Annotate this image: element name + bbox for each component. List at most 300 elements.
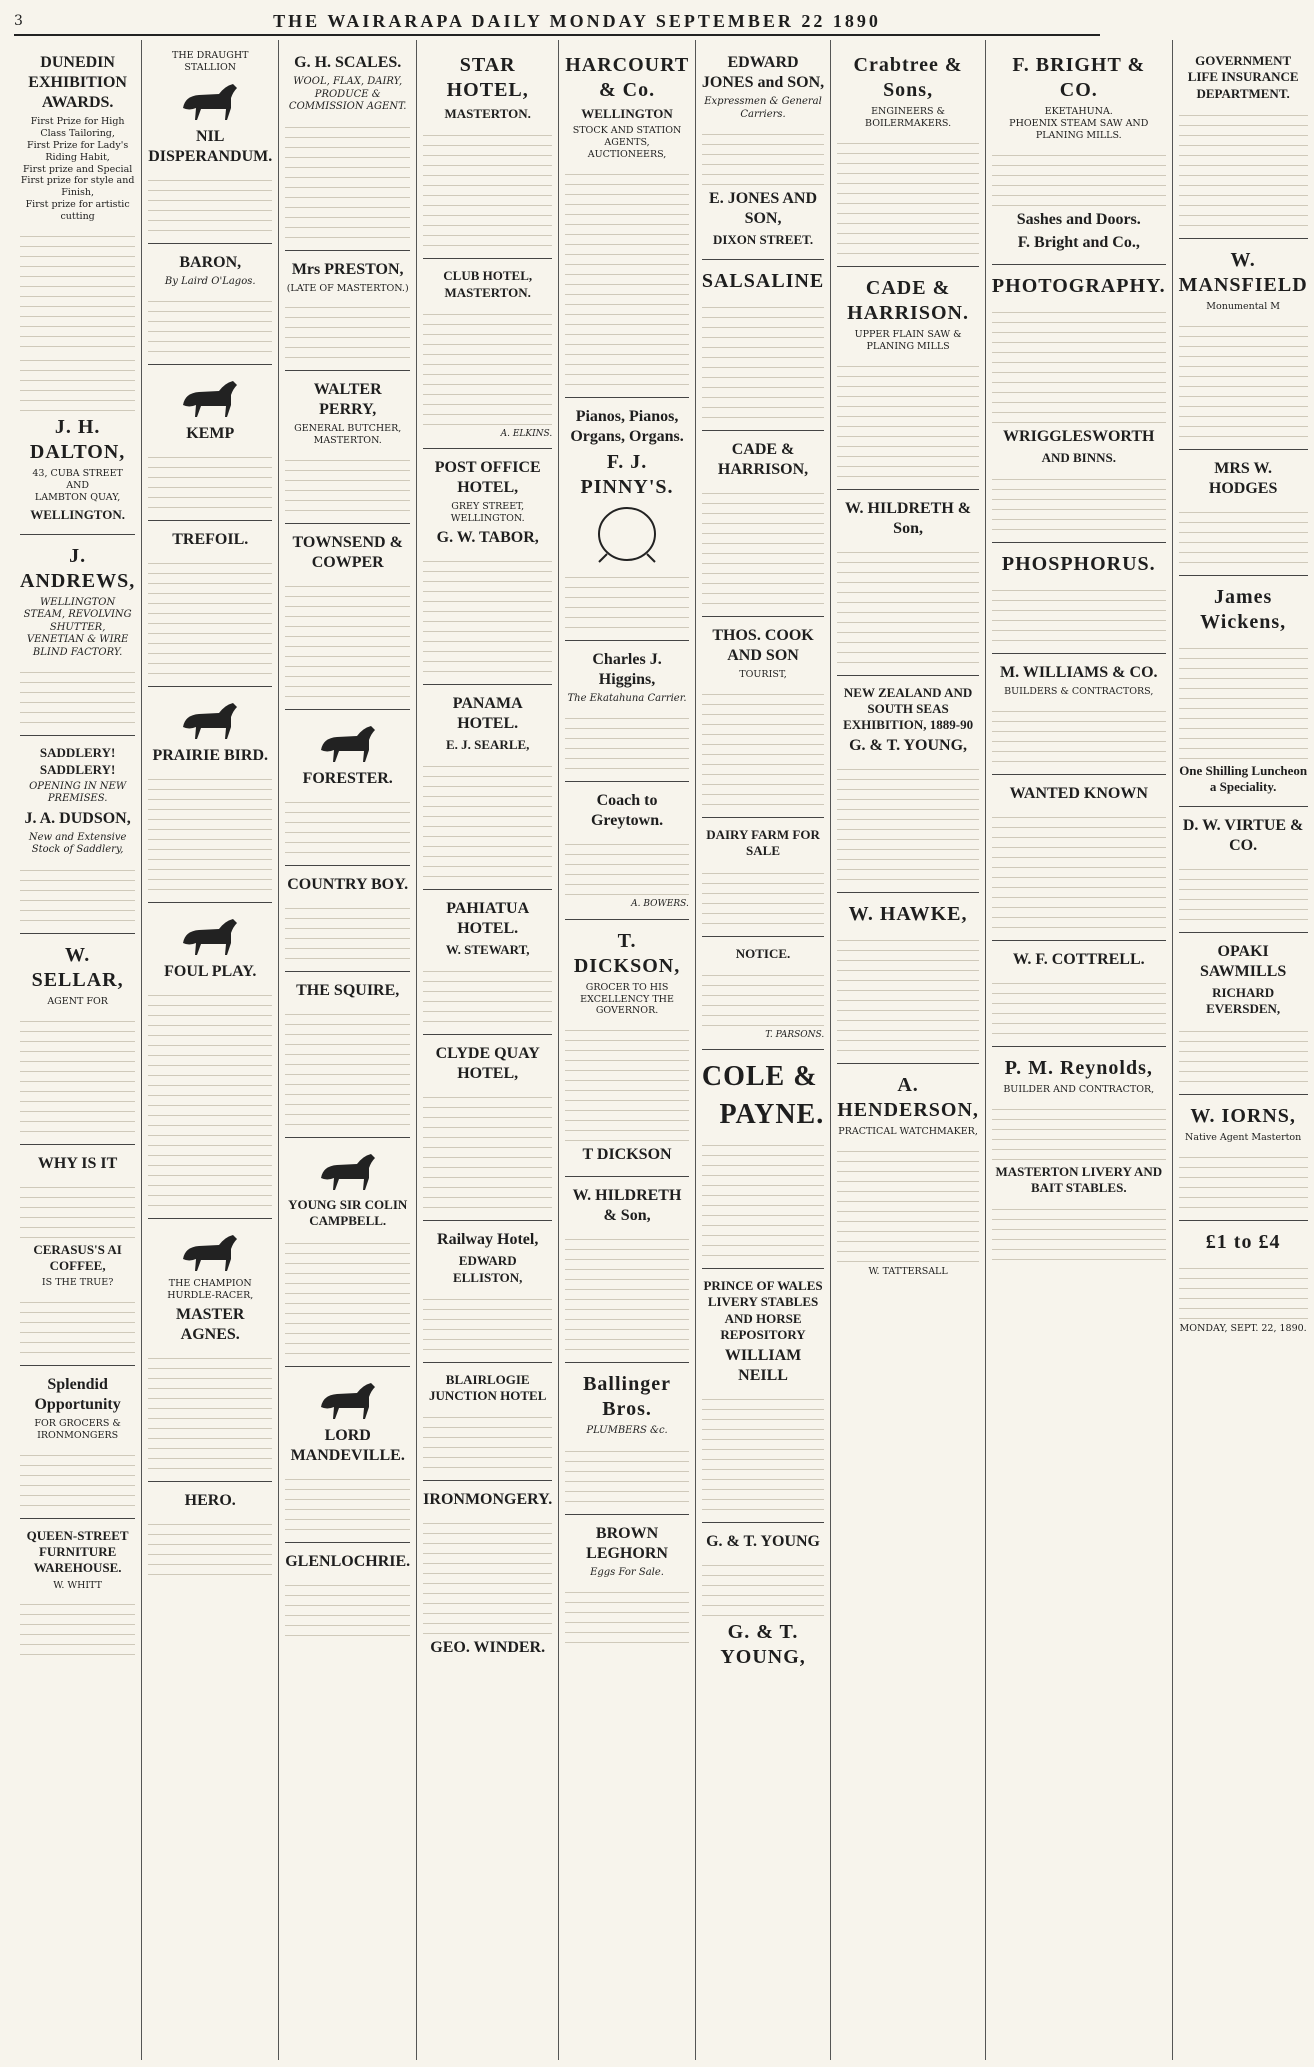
crabtree-heading: Crabtree & Sons, xyxy=(853,54,963,101)
ad-foul-play xyxy=(148,903,272,1219)
body-text xyxy=(565,165,689,385)
forester-heading: FORESTER. xyxy=(302,770,393,788)
prize-4: First prize for artistic cutting xyxy=(25,199,130,222)
pinny-heading: F. J. PINNY'S. xyxy=(580,450,674,498)
hurdle-heading: THE CHAMPION HURDLE-RACER, xyxy=(167,1278,254,1302)
baron-sub: By Laird O'Lagos. xyxy=(164,275,256,287)
body-text xyxy=(1179,860,1308,920)
splendid-sub: FOR GROCERS & IRONMONGERS xyxy=(34,1418,121,1441)
wrigglesworth-heading: WRIGGLESWORTH xyxy=(1003,427,1155,445)
body-text xyxy=(702,1136,824,1256)
ad-squire xyxy=(285,972,410,1138)
body-text xyxy=(565,1442,689,1502)
ad-dunedin-exhibition xyxy=(20,44,135,535)
ad-williams xyxy=(992,654,1166,775)
perry-heading: WALTER PERRY, xyxy=(313,381,382,419)
ballinger-heading: Ballinger Bros. xyxy=(583,1373,671,1421)
body-text xyxy=(285,1470,410,1530)
column-6 xyxy=(696,40,831,2060)
saddlery-sub: OPENING IN NEW PREMISES. xyxy=(29,780,127,805)
body-text xyxy=(565,1230,689,1350)
horse-icon xyxy=(175,913,245,958)
body-text xyxy=(992,470,1166,530)
body-text xyxy=(285,899,410,959)
cade-heading: CADE & HARRISON, xyxy=(717,441,809,479)
dickson-heading: T. DICKSON, xyxy=(573,929,681,977)
price-list-text xyxy=(20,351,135,411)
horse-icon xyxy=(175,1229,245,1274)
body-text xyxy=(20,1446,135,1506)
body-text xyxy=(702,298,824,418)
body-text xyxy=(285,451,410,511)
eversden-heading: RICHARD EVERSDEN, xyxy=(1206,985,1281,1017)
body-text xyxy=(837,134,979,254)
body-text xyxy=(1179,317,1308,437)
ad-government-life xyxy=(1179,44,1308,239)
ad-cade-harrison-2 xyxy=(837,267,979,490)
bright-heading-2: F. Bright and Co., xyxy=(1017,233,1140,251)
body-text xyxy=(423,1088,552,1208)
prize-3: First prize and Special First prize for style and Finish, xyxy=(20,163,135,199)
perry-sub: GENERAL BUTCHER, MASTERTON. xyxy=(294,423,402,447)
cole-heading: COLE & xyxy=(701,1061,818,1093)
kemp-heading: KEMP xyxy=(186,425,235,443)
bowers-signature: A. BOWERS. xyxy=(631,899,689,910)
ad-master-agnes xyxy=(148,1219,272,1482)
exhibition-heading: NEW ZEALAND AND SOUTH SEAS EXHIBITION, 1889-90 xyxy=(843,684,974,732)
young-heading-2: G. & T. YOUNG, xyxy=(720,1621,806,1669)
body-text xyxy=(702,1556,824,1616)
body-text xyxy=(992,702,1166,762)
iorns-sub: Native Agent Masterton xyxy=(1185,1131,1302,1143)
body-text xyxy=(837,357,979,477)
ad-preston xyxy=(285,251,410,372)
ad-dairy-farm xyxy=(702,818,824,937)
body-text xyxy=(992,303,1166,423)
jones-heading: EDWARD JONES and SON, xyxy=(701,54,825,91)
opaki-heading: OPAKI SAWMILLS xyxy=(1200,943,1287,981)
body-text xyxy=(285,577,410,697)
ad-young-sir-colin xyxy=(285,1138,410,1367)
blairlogie-heading: BLAIRLOGIE JUNCTION HOTEL xyxy=(429,1371,547,1403)
ad-hildreth-2 xyxy=(837,490,979,676)
ad-railway-hotel xyxy=(423,1221,552,1363)
foul-play-heading: FOUL PLAY. xyxy=(164,963,257,981)
reynolds-heading: P. M. Reynolds, xyxy=(1004,1056,1153,1079)
draught-heading: THE DRAUGHT STALLION xyxy=(172,50,249,73)
why-heading: WHY IS IT xyxy=(37,1154,118,1172)
ad-blairlogie xyxy=(423,1363,552,1482)
body-text xyxy=(702,125,824,185)
ad-splendid xyxy=(20,1366,135,1519)
dalton-name: J. H. DALTON, xyxy=(29,415,126,463)
body-text xyxy=(1179,1259,1308,1319)
body-text xyxy=(285,793,410,853)
dudson-name: J. A. DUDSON, xyxy=(24,809,131,827)
dalton-town: WELLINGTON. xyxy=(30,506,125,522)
dalton-and: AND xyxy=(66,479,90,491)
stewart-heading: W. STEWART, xyxy=(445,942,530,957)
body-text xyxy=(20,663,135,723)
ellison-heading: EDWARD ELLISTON, xyxy=(452,1253,523,1285)
ad-cerasus xyxy=(20,1145,135,1366)
hodges-heading: MRS W. HODGES xyxy=(1208,459,1278,497)
ad-wickens xyxy=(1179,576,1308,808)
body-text xyxy=(148,171,272,231)
ad-baron xyxy=(148,244,272,366)
body-text xyxy=(285,118,410,238)
neill-heading: WILLIAM NEILL xyxy=(724,1347,802,1385)
pinny-illustration-icon xyxy=(577,504,677,564)
ad-young xyxy=(702,1523,824,1681)
ad-hero xyxy=(148,1482,272,1587)
ballinger-sub: PLUMBERS &c. xyxy=(586,1425,668,1437)
ad-pahiatua-hotel xyxy=(423,890,552,1035)
wickens-heading: James Wickens, xyxy=(1200,585,1287,633)
body-text xyxy=(565,1021,689,1141)
body-text xyxy=(702,484,824,604)
body-text xyxy=(702,864,824,924)
mansfield-heading: W. MANSFIELD xyxy=(1178,248,1308,296)
horse-icon xyxy=(175,375,245,420)
body-text xyxy=(837,543,979,663)
horse-icon xyxy=(313,720,383,765)
ad-iorns xyxy=(1179,1095,1308,1221)
body-text xyxy=(837,760,979,880)
reynolds-sub: BUILDER AND CONTRACTOR, xyxy=(1003,1083,1155,1095)
clyde-heading: CLYDE QUAY HOTEL, xyxy=(435,1045,540,1083)
saw-heading: UPPER FLAIN SAW & PLANING MILLS xyxy=(854,328,962,352)
luncheon-heading: One Shilling Luncheon a Speciality. xyxy=(1179,762,1308,794)
body-text xyxy=(423,757,552,877)
prize-1: First Prize for High Class Tailoring, xyxy=(30,116,125,139)
sashes-heading: Sashes and Doors. xyxy=(1016,210,1141,228)
cottrell-heading: W. F. COTTRELL. xyxy=(1012,950,1145,968)
harcourt-sub-2: STOCK AND STATION AGENTS, AUCTIONEERS, xyxy=(572,125,682,160)
townsend-heading: TOWNSEND & COWPER xyxy=(292,534,403,572)
body-text xyxy=(1179,639,1308,759)
cook-sub: TOURIST, xyxy=(739,669,787,681)
harcourt-heading: HARCOURT & Co. xyxy=(565,54,690,101)
pianos-heading: Pianos, Pianos, Organs, Organs. xyxy=(570,407,684,445)
column-4 xyxy=(417,40,559,2060)
coach-heading: Coach to Greytown. xyxy=(590,792,664,830)
cook-heading: THOS. COOK AND SON xyxy=(712,627,814,665)
crabtree-sub: ENGINEERS & BOILERMAKERS. xyxy=(865,106,952,129)
body-text xyxy=(285,1005,410,1125)
column-5 xyxy=(559,40,696,2060)
post-heading: POST OFFICE HOTEL, xyxy=(434,459,541,496)
horse-icon xyxy=(175,697,245,742)
horse-icon xyxy=(313,1377,383,1422)
whitt-name: W. WHITT xyxy=(53,1579,103,1591)
ad-post-office-hotel xyxy=(423,449,552,685)
virtue-heading: D. W. VIRTUE & CO. xyxy=(1182,817,1304,855)
body-text xyxy=(148,448,272,508)
cade-heading-2: CADE & HARRISON. xyxy=(847,276,969,324)
ad-cook xyxy=(702,617,824,818)
cerasus-heading: CERASUS'S AI COFFEE, xyxy=(33,1241,122,1273)
body-text xyxy=(423,126,552,246)
higgins-heading: Charles J. Higgins, xyxy=(592,650,662,688)
star-town: MASTERTON. xyxy=(444,106,531,121)
exhibition-title: DUNEDIN EXHIBITION AWARDS. xyxy=(28,54,127,111)
column-7 xyxy=(831,40,986,2060)
body-text xyxy=(20,1012,135,1132)
tattersall-name: W. TATTERSALL xyxy=(868,1266,948,1278)
ad-country-boy xyxy=(285,866,410,972)
ad-scales xyxy=(285,44,410,251)
masterton-livery-heading: MASTERTON LIVERY AND BAIT STABLES. xyxy=(995,1163,1163,1195)
ad-hawke xyxy=(837,893,979,1064)
ad-dudson xyxy=(20,736,135,934)
ad-harcourt xyxy=(565,44,689,398)
ad-winder xyxy=(423,1481,552,1669)
star-heading: STAR HOTEL, xyxy=(446,54,529,101)
ad-phosphorus xyxy=(992,543,1166,654)
body-text xyxy=(992,808,1166,928)
ad-sellar xyxy=(20,934,135,1145)
body-text xyxy=(285,1576,410,1636)
body-text xyxy=(992,146,1166,206)
masthead xyxy=(14,8,1100,36)
sellar-sub: AGENT FOR xyxy=(47,995,108,1007)
body-text xyxy=(565,709,689,769)
dudson-sub: New and Extensive Stock of Saddlery, xyxy=(28,831,127,856)
ad-andrews xyxy=(20,535,135,737)
dairy-heading: DAIRY FARM FOR SALE xyxy=(706,827,820,859)
ad-salsaline xyxy=(702,260,824,431)
horse-icon xyxy=(175,78,245,123)
ad-greytown-coach xyxy=(565,782,689,919)
young-sir-heading: YOUNG SIR COLIN CAMPBELL. xyxy=(288,1197,408,1229)
hildreth-heading: W. HILDRETH & Son, xyxy=(572,1187,682,1225)
column-9 xyxy=(1173,40,1314,2060)
jones-sub: Expressmen & General Carriers. xyxy=(704,96,822,120)
body-text xyxy=(148,292,272,352)
column-8 xyxy=(986,40,1173,2060)
tabor-heading: G. W. TABOR, xyxy=(436,528,539,546)
ad-prairie-bird xyxy=(148,687,272,903)
notice-heading: NOTICE. xyxy=(735,945,791,961)
prize-2: First Prize for Lady's Riding Habit, xyxy=(27,139,129,163)
hurdle-sub: MASTER AGNES. xyxy=(176,1306,245,1343)
baron-heading: BARON, xyxy=(179,253,242,271)
ad-photography xyxy=(992,265,1166,543)
payne-heading: PAYNE. xyxy=(719,1099,825,1131)
club-heading: CLUB HOTEL, MASTERTON. xyxy=(443,268,533,300)
wales-heading: PRINCE OF WALES LIVERY STABLES AND HORSE REPOSITORY xyxy=(703,1278,823,1342)
ad-cole-payne xyxy=(702,1050,824,1269)
ad-whitt xyxy=(20,1519,135,1668)
sellar-name: W. SELLAR, xyxy=(31,943,124,991)
brown-sub: Eggs For Sale. xyxy=(590,1566,664,1578)
winder-heading: GEO. WINDER. xyxy=(430,1639,546,1657)
and-binns: AND BINNS. xyxy=(1041,449,1116,465)
williams-sub: BUILDERS & CONTRACTORS, xyxy=(1004,685,1154,697)
body-text xyxy=(702,966,824,1026)
ad-exhibition xyxy=(837,676,979,894)
body-text xyxy=(148,1349,272,1469)
nil-heading: NIL DISPERANDUM. xyxy=(148,127,273,165)
ad-mansfield xyxy=(1179,239,1308,450)
ad-bright xyxy=(992,44,1166,265)
ad-panama-hotel xyxy=(423,685,552,890)
henderson-heading: A. HENDERSON, xyxy=(837,1074,979,1122)
dickson-sub: GROCER TO HIS EXCELLENCY THE GOVERNOR. xyxy=(580,981,674,1017)
preston-sub: (LATE OF MASTERTON.) xyxy=(286,282,409,294)
ad-perry xyxy=(285,371,410,524)
horse-icon xyxy=(313,1148,383,1193)
railway-heading: Railway Hotel, xyxy=(437,1231,539,1249)
brown-heading: BROWN LEGHORN xyxy=(586,1524,668,1562)
saddlery-heading: SADDLERY! SADDLERY! xyxy=(39,745,116,777)
body-text xyxy=(423,1514,552,1634)
hero-heading: HERO. xyxy=(184,1492,236,1509)
body-text xyxy=(992,1100,1166,1160)
phoenix-heading: PHOENIX STEAM SAW AND PLANING MILLS. xyxy=(1009,117,1149,141)
queen-heading: QUEEN-STREET FURNITURE WAREHOUSE. xyxy=(26,1527,129,1576)
ad-townsend xyxy=(285,524,410,710)
country-boy-heading: COUNTRY BOY. xyxy=(287,876,409,894)
ad-brown-leghorn xyxy=(565,1515,689,1656)
ad-hodges xyxy=(1179,450,1308,576)
ad-glenlochrie xyxy=(285,1543,410,1648)
imprint-date: MONDAY, SEPT. 22, 1890. xyxy=(1179,1322,1307,1334)
ad-wanted-known xyxy=(992,775,1166,941)
ad-notice xyxy=(702,937,824,1051)
ad-ballinger xyxy=(565,1363,689,1515)
searle-heading: E. J. SEARLE, xyxy=(445,736,530,752)
prairie-heading: PRAIRIE BIRD. xyxy=(152,747,269,765)
dalton-address-2: LAMBTON QUAY, xyxy=(34,491,121,503)
elkins-signature: A. ELKINS. xyxy=(500,428,553,439)
body-text xyxy=(565,835,689,895)
ad-opaki xyxy=(1179,933,1308,1095)
ad-price xyxy=(1179,1221,1308,1343)
body-text xyxy=(20,1178,135,1238)
ad-kemp xyxy=(148,365,272,521)
ad-jones xyxy=(702,44,824,260)
jones-sub-2: DIXON STREET. xyxy=(712,232,814,247)
body-text xyxy=(148,554,272,674)
scales-heading: G. H. SCALES. xyxy=(294,54,402,71)
williams-heading: M. WILLIAMS & CO. xyxy=(1000,663,1158,681)
ad-clyde-quay xyxy=(423,1035,552,1221)
ad-trefoil xyxy=(148,521,272,687)
salsaline-heading: SALSALINE xyxy=(701,270,825,293)
ad-cottrell xyxy=(992,941,1166,1047)
harcourt-sub: WELLINGTON xyxy=(581,106,673,121)
ad-forester xyxy=(285,710,410,866)
ad-pinny xyxy=(565,398,689,641)
panama-heading: PANAMA HOTEL. xyxy=(452,694,523,732)
iron-heading: IRONMONGERY. xyxy=(423,1491,553,1509)
price-heading: £1 to £4 xyxy=(1205,1230,1281,1253)
splendid-heading: Splendid Opportunity xyxy=(34,1376,121,1413)
ad-virtue xyxy=(1179,807,1308,933)
andrews-sub: WELLINGTON STEAM, REVOLVING SHUTTER, VENETIAN & WIRE BLIND FACTORY. xyxy=(23,596,132,658)
columns xyxy=(14,40,1308,2060)
ad-higgins xyxy=(565,641,689,783)
column-1 xyxy=(14,40,142,2060)
ad-prince-of-wales xyxy=(702,1269,824,1523)
dalton-address-1: 43, CUBA STREET xyxy=(32,467,123,479)
page-number: 3 xyxy=(14,13,23,29)
squire-heading: THE SQUIRE, xyxy=(296,982,400,1000)
body-text xyxy=(285,298,410,358)
ad-nil-disperandum xyxy=(148,44,272,244)
body-text xyxy=(423,1408,552,1468)
higgins-sub: The Ekatahuna Carrier. xyxy=(567,692,687,704)
ad-lord-mandeville xyxy=(285,1367,410,1543)
newspaper-title: THE WAIRARAPA DAILY MONDAY SEPTEMBER 22 1890 xyxy=(273,10,881,31)
dickson-heading-2: T DICKSON xyxy=(582,1146,672,1164)
ad-club-hotel xyxy=(423,259,552,449)
body-text xyxy=(20,1595,135,1655)
ad-crabtree xyxy=(837,44,979,267)
ad-star-hotel xyxy=(423,44,552,259)
body-text xyxy=(992,1200,1166,1260)
body-text xyxy=(565,568,689,628)
body-text xyxy=(837,1142,979,1262)
young-heading: G. & T. YOUNG xyxy=(706,1533,820,1551)
jones-heading-2: E. JONES AND SON, xyxy=(709,190,818,227)
hawke-heading: W. HAWKE, xyxy=(848,903,968,926)
bright-sub: EKETAHUNA. xyxy=(1044,106,1113,117)
phosphorus-heading: PHOSPHORUS. xyxy=(1001,552,1156,575)
bright-heading: F. BRIGHT & CO. xyxy=(1012,54,1146,101)
iorns-heading: W. IORNS, xyxy=(1190,1104,1296,1127)
body-text xyxy=(423,962,552,1022)
preston-heading: Mrs PRESTON, xyxy=(291,260,404,278)
column-3 xyxy=(279,40,417,2060)
ad-hildreth xyxy=(565,1177,689,1363)
photo-heading: PHOTOGRAPHY. xyxy=(991,274,1166,297)
henderson-sub: PRACTICAL WATCHMAKER, xyxy=(838,1126,978,1138)
body-text xyxy=(1179,1148,1308,1208)
post-sub: GREY STREET, WELLINGTON. xyxy=(450,501,525,524)
scales-sub: WOOL, FLAX, DAIRY, PRODUCE & COMMISSION AGENT. xyxy=(288,76,407,112)
ad-henderson xyxy=(837,1064,979,1286)
wanted-heading: WANTED KNOWN xyxy=(1009,784,1148,802)
lord-heading: LORD MANDEVILLE. xyxy=(290,1426,405,1464)
mansfield-sub: Monumental M xyxy=(1206,300,1280,312)
govt-heading: GOVERNMENT LIFE INSURANCE DEPARTMENT. xyxy=(1187,53,1299,101)
ad-reynolds xyxy=(992,1047,1166,1272)
hildreth-heading-2: W. HILDRETH & Son, xyxy=(845,499,972,537)
ad-cade-harrison xyxy=(702,431,824,617)
body-text xyxy=(1179,503,1308,563)
body-text xyxy=(1179,1022,1308,1082)
andrews-name: J. ANDREWS, xyxy=(20,544,136,592)
body-text xyxy=(565,1583,689,1643)
parsons-signature: T. PARSONS. xyxy=(765,1029,825,1040)
cerasus-sub: IS THE TRUE? xyxy=(41,1277,114,1289)
column-2 xyxy=(142,40,279,2060)
body-text xyxy=(1179,106,1308,226)
ad-dickson xyxy=(565,920,689,1178)
body-text xyxy=(20,861,135,921)
trefoil-heading: TREFOIL. xyxy=(172,531,249,549)
pahiatua-heading: PAHIATUA HOTEL. xyxy=(446,900,530,937)
body-text xyxy=(285,1234,410,1354)
body-text xyxy=(702,685,824,805)
body-text xyxy=(992,581,1166,641)
body-text xyxy=(20,227,135,347)
body-text xyxy=(148,986,272,1206)
body-text xyxy=(423,552,552,672)
